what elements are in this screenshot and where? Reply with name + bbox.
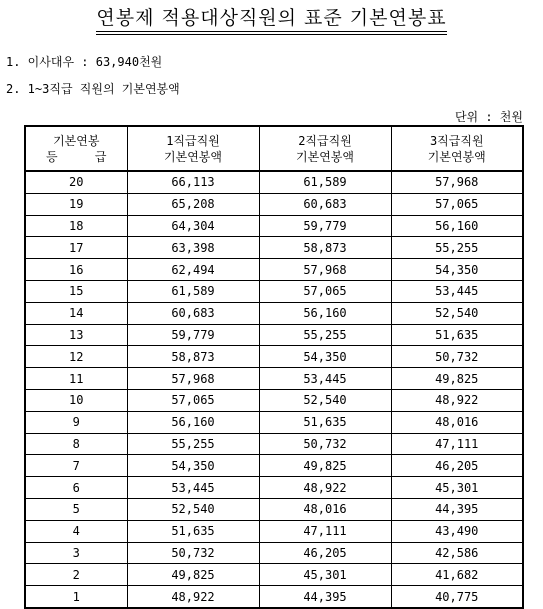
header-grade3-salary [391,126,523,171]
grade-cell: 18 [25,215,127,237]
grade-cell: 2 [25,564,127,586]
grade-cell: 19 [25,193,127,215]
header-grade1-salary [127,126,259,171]
table-row [25,389,523,411]
grade-cell: 8 [25,433,127,455]
grade3-salary-cell: 49,825 [391,368,523,390]
grade2-salary-cell: 50,732 [259,433,391,455]
grade-cell: 17 [25,237,127,259]
table-row [25,564,523,586]
grade2-salary-cell: 48,016 [259,498,391,520]
grade3-salary-cell: 55,255 [391,237,523,259]
grade3-salary-cell: 52,540 [391,302,523,324]
grade-cell: 6 [25,477,127,499]
grade2-salary-cell: 49,825 [259,455,391,477]
grade2-salary-cell: 61,589 [259,171,391,193]
grade1-salary-cell: 59,779 [127,324,259,346]
grade2-salary-cell: 59,779 [259,215,391,237]
executive-salary-line: 1. 이사대우 : 63,940천원 [6,55,163,69]
grade-cell: 10 [25,389,127,411]
grade3-salary-cell: 44,395 [391,498,523,520]
header-grade-line1: 기본연봉 [53,133,100,148]
grade2-salary-cell: 47,111 [259,520,391,542]
grade3-salary-cell: 54,350 [391,259,523,281]
grade-cell: 9 [25,411,127,433]
grade2-salary-cell: 51,635 [259,411,391,433]
grade3-salary-cell: 47,111 [391,433,523,455]
grade3-salary-cell: 51,635 [391,324,523,346]
grade-cell: 11 [25,368,127,390]
table-row [25,477,523,499]
grade3-salary-cell: 57,065 [391,193,523,215]
grade3-salary-cell: 56,160 [391,215,523,237]
table-row [25,411,523,433]
table-header-row [25,126,523,171]
grade1-salary-cell: 64,304 [127,215,259,237]
grade3-salary-cell: 45,301 [391,477,523,499]
grade1-salary-cell: 56,160 [127,411,259,433]
grade1-salary-cell: 55,255 [127,433,259,455]
table-row [25,259,523,281]
grade1-salary-cell: 62,494 [127,259,259,281]
grade2-salary-cell: 44,395 [259,586,391,608]
grade2-salary-cell: 52,540 [259,389,391,411]
grade1-salary-cell: 52,540 [127,498,259,520]
grade3-salary-cell: 53,445 [391,280,523,302]
table-row [25,171,523,193]
grade2-salary-cell: 55,255 [259,324,391,346]
grade-cell: 5 [25,498,127,520]
table-row [25,542,523,564]
grade2-salary-cell: 56,160 [259,302,391,324]
table-row [25,237,523,259]
grade1-salary-cell: 54,350 [127,455,259,477]
title-text: 연봉제 적용대상직원의 표준 기본연봉표 [96,6,446,35]
grade1-salary-cell: 58,873 [127,346,259,368]
grade2-salary-cell: 58,873 [259,237,391,259]
grade3-salary-cell: 57,968 [391,171,523,193]
table-row [25,346,523,368]
header-grade [25,126,127,171]
grade2-salary-cell: 54,350 [259,346,391,368]
grade-cell: 12 [25,346,127,368]
grade1-salary-cell: 51,635 [127,520,259,542]
salary-table [24,125,524,609]
table-row [25,498,523,520]
grade1-salary-cell: 48,922 [127,586,259,608]
header-grade1-line1: 1직급직원 [166,133,220,148]
grade1-salary-cell: 65,208 [127,193,259,215]
grade2-salary-cell: 53,445 [259,368,391,390]
grade3-salary-cell: 43,490 [391,520,523,542]
header-grade-line2b: 급 [94,149,107,164]
grade1-salary-cell: 61,589 [127,280,259,302]
grade-cell: 1 [25,586,127,608]
grade3-salary-cell: 50,732 [391,346,523,368]
grade-cell: 3 [25,542,127,564]
table-body [25,171,523,608]
header-grade2-salary [259,126,391,171]
grade3-salary-cell: 48,922 [391,389,523,411]
grade3-salary-cell: 42,586 [391,542,523,564]
grade1-salary-cell: 57,065 [127,389,259,411]
grade2-salary-cell: 57,968 [259,259,391,281]
grade2-salary-cell: 46,205 [259,542,391,564]
header-grade-line2a: 등 [46,149,58,164]
grade1-salary-cell: 60,683 [127,302,259,324]
header-grade-line2 [26,149,127,165]
table-row [25,368,523,390]
table-row [25,215,523,237]
grade2-salary-cell: 60,683 [259,193,391,215]
header-grade2-line2: 기본연봉액 [296,149,354,164]
table-row [25,433,523,455]
table-row [25,324,523,346]
grade1-salary-cell: 57,968 [127,368,259,390]
grade1-salary-cell: 53,445 [127,477,259,499]
table-row [25,520,523,542]
header-grade2-line1: 2직급직원 [298,133,352,148]
grade3-salary-cell: 40,775 [391,586,523,608]
table-row [25,302,523,324]
grade1-salary-cell: 50,732 [127,542,259,564]
table-row [25,586,523,608]
header-grade3-line1: 3직급직원 [429,133,484,148]
grade3-salary-cell: 41,682 [391,564,523,586]
grade3-salary-cell: 48,016 [391,411,523,433]
grade-cell: 15 [25,280,127,302]
grade1-salary-cell: 66,113 [127,171,259,193]
grade-salary-heading: 2. 1~3직급 직원의 기본연봉액 [6,82,180,96]
grade2-salary-cell: 57,065 [259,280,391,302]
header-grade3-line2: 기본연봉액 [427,149,486,164]
grade1-salary-cell: 49,825 [127,564,259,586]
unit-label: 단위 : 천원 [454,110,523,124]
grade-cell: 20 [25,171,127,193]
grade-cell: 16 [25,259,127,281]
grade2-salary-cell: 45,301 [259,564,391,586]
grade-cell: 4 [25,520,127,542]
table-row [25,280,523,302]
grade-cell: 14 [25,302,127,324]
header-grade1-line2: 기본연봉액 [164,149,222,164]
page-title [0,6,543,35]
grade-cell: 13 [25,324,127,346]
grade3-salary-cell: 46,205 [391,455,523,477]
table-row [25,193,523,215]
grade-cell: 7 [25,455,127,477]
grade2-salary-cell: 48,922 [259,477,391,499]
grade1-salary-cell: 63,398 [127,237,259,259]
table-row [25,455,523,477]
